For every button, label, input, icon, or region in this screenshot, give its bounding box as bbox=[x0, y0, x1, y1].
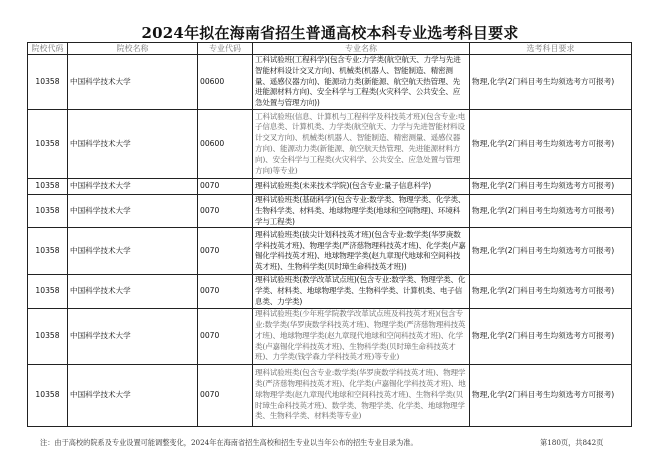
school-code: 10358 bbox=[28, 308, 68, 364]
school-name: 中国科学技术大学 bbox=[68, 55, 198, 110]
page-number: 第180页，共842页 bbox=[540, 438, 604, 447]
subject-requirement: 物理,化学(2门科目考生均须选考方可报考) bbox=[470, 228, 632, 275]
table-header-row bbox=[28, 43, 632, 55]
school-code: 10358 bbox=[28, 110, 68, 179]
major-name: 工科试验班(信息、计算机与工程科学及科技英才班)(包含专业:电子信息类、计算机类、力学类(航空航天、力学与先进智能材料设计交叉方向)、机械类(机器人、智能制造、精密测量、遥感仪器方向)、能源动力类(新能源、航空航天热管理、先进能源材料方向)、安全科学与工程类(火灾科学、公共安全、应急处置与管理方向)等专业) bbox=[253, 110, 470, 179]
school-code: 10358 bbox=[28, 364, 68, 426]
major-code: 0070 bbox=[198, 308, 253, 364]
school-code: 10358 bbox=[28, 179, 68, 195]
major-code: 00600 bbox=[198, 110, 253, 179]
header-major-code: 专业代码 bbox=[198, 43, 253, 55]
major-name: 理科试验班类(基础科学)(包含专业:数学类、物理学类、化学类、生物科学类、材料类、地球物理学类(地球和空间物理)、环境科学与工程类) bbox=[253, 195, 470, 228]
table-row bbox=[28, 228, 632, 275]
table-row bbox=[28, 195, 632, 228]
major-code: 0070 bbox=[198, 195, 253, 228]
table-row bbox=[28, 55, 632, 110]
header-school-code: 院校代码 bbox=[28, 43, 68, 55]
subject-requirement: 物理,化学(2门科目考生均须选考方可报考) bbox=[470, 275, 632, 308]
table-row bbox=[28, 308, 632, 364]
subject-requirement: 物理,化学(2门科目考生均须选考方可报考) bbox=[470, 364, 632, 426]
major-name: 理科试验班类(教学改革试点班)(包含专业:数学类、物理学类、化学类、材料类、地球物理学类、生物科学类、计算机类、电子信息类、力学类) bbox=[253, 275, 470, 308]
major-name: 理科试验班类(包含专业:数学类(华罗庚数学科技英才班)、物理学类(严济慈物理科技英才班)、化学类(卢嘉锡化学科技英才班)、地球物理学类(赵九章现代地球和空间科技英才班)、生物科学类(贝时璋生命科技英才班)、数学类、物理学类、化学类、地球物理学类、生物科学类、材料类等专业) bbox=[253, 364, 470, 426]
school-name: 中国科学技术大学 bbox=[68, 275, 198, 308]
header-major-name: 专业名称 bbox=[253, 43, 470, 55]
subject-requirement: 物理,化学(2门科目考生均须选考方可报考) bbox=[470, 308, 632, 364]
major-code: 0070 bbox=[198, 364, 253, 426]
school-name: 中国科学技术大学 bbox=[68, 195, 198, 228]
table-row bbox=[28, 364, 632, 426]
major-name: 理科试验班类(拔尖计划科技英才班)(包含专业:数学类(华罗庚数学科技英才班)、物理学类(严济慈物理科技英才班)、化学类(卢嘉锡化学科技英才班)、地球物理学类(赵九章现代地球和空间科技英才班)、生物科学类(贝时璋生命科技英才班)) bbox=[253, 228, 470, 275]
school-name: 中国科学技术大学 bbox=[68, 228, 198, 275]
school-code: 10358 bbox=[28, 275, 68, 308]
school-name: 中国科学技术大学 bbox=[68, 179, 198, 195]
table-row bbox=[28, 179, 632, 195]
page-title: 2024年拟在海南省招生普通高校本科专业选考科目要求 bbox=[141, 24, 519, 42]
subject-requirement: 物理,化学(2门科目考生均须选考方可报考) bbox=[470, 179, 632, 195]
table-row bbox=[28, 275, 632, 308]
school-name: 中国科学技术大学 bbox=[68, 308, 198, 364]
major-name: 理科试验班类(未来技术学院)(包含专业:量子信息科学) bbox=[253, 179, 470, 195]
major-code: 0070 bbox=[198, 179, 253, 195]
subject-requirement: 物理,化学(2门科目考生均须选考方可报考) bbox=[470, 195, 632, 228]
major-name: 理科试验班类(少年班学院教学改革试点班及科技英才班)(包含专业:数学类(华罗庚数学科技英才班)、物理学类(严济慈物理科技英才班)、地球物理学类(赵九章现代地球和空间科技英才班)、化学类(卢嘉锡化学科技英才班)、生物科学类(贝时璋生命科技英才班)、力学类(钱学森力学科技英才班)等专业) bbox=[253, 308, 470, 364]
requirements-table bbox=[27, 42, 632, 427]
footer-note: 注：由于高校的院系及专业设置可能调整变化，2024年在海南省招生高校和招生专业以当年公布的招生专业目录为准。 bbox=[40, 438, 418, 447]
school-name: 中国科学技术大学 bbox=[68, 364, 198, 426]
major-name: 工科试验班(工程科学)(包含专业:力学类(航空航天、力学与先进智能材料设计交叉方向)、机械类(机器人、智能制造、精密测量、遥感仪器方向)、能源动力类(新能源、航空航天热管理、先进能源材料方向)、安全科学与工程类(火灾科学、公共安全、应急处置与管理方向)) bbox=[253, 55, 470, 110]
header-school-name: 院校名称 bbox=[68, 43, 198, 55]
school-code: 10358 bbox=[28, 55, 68, 110]
major-code: 00600 bbox=[198, 55, 253, 110]
major-code: 0070 bbox=[198, 275, 253, 308]
subject-requirement: 物理,化学(2门科目考生均须选考方可报考) bbox=[470, 110, 632, 179]
school-code: 10358 bbox=[28, 195, 68, 228]
subject-requirement: 物理,化学(2门科目考生均须选考方可报考) bbox=[470, 55, 632, 110]
header-requirement: 选考科目要求 bbox=[470, 43, 632, 55]
school-name: 中国科学技术大学 bbox=[68, 110, 198, 179]
table-row bbox=[28, 110, 632, 179]
major-code: 0070 bbox=[198, 228, 253, 275]
school-code: 10358 bbox=[28, 228, 68, 275]
